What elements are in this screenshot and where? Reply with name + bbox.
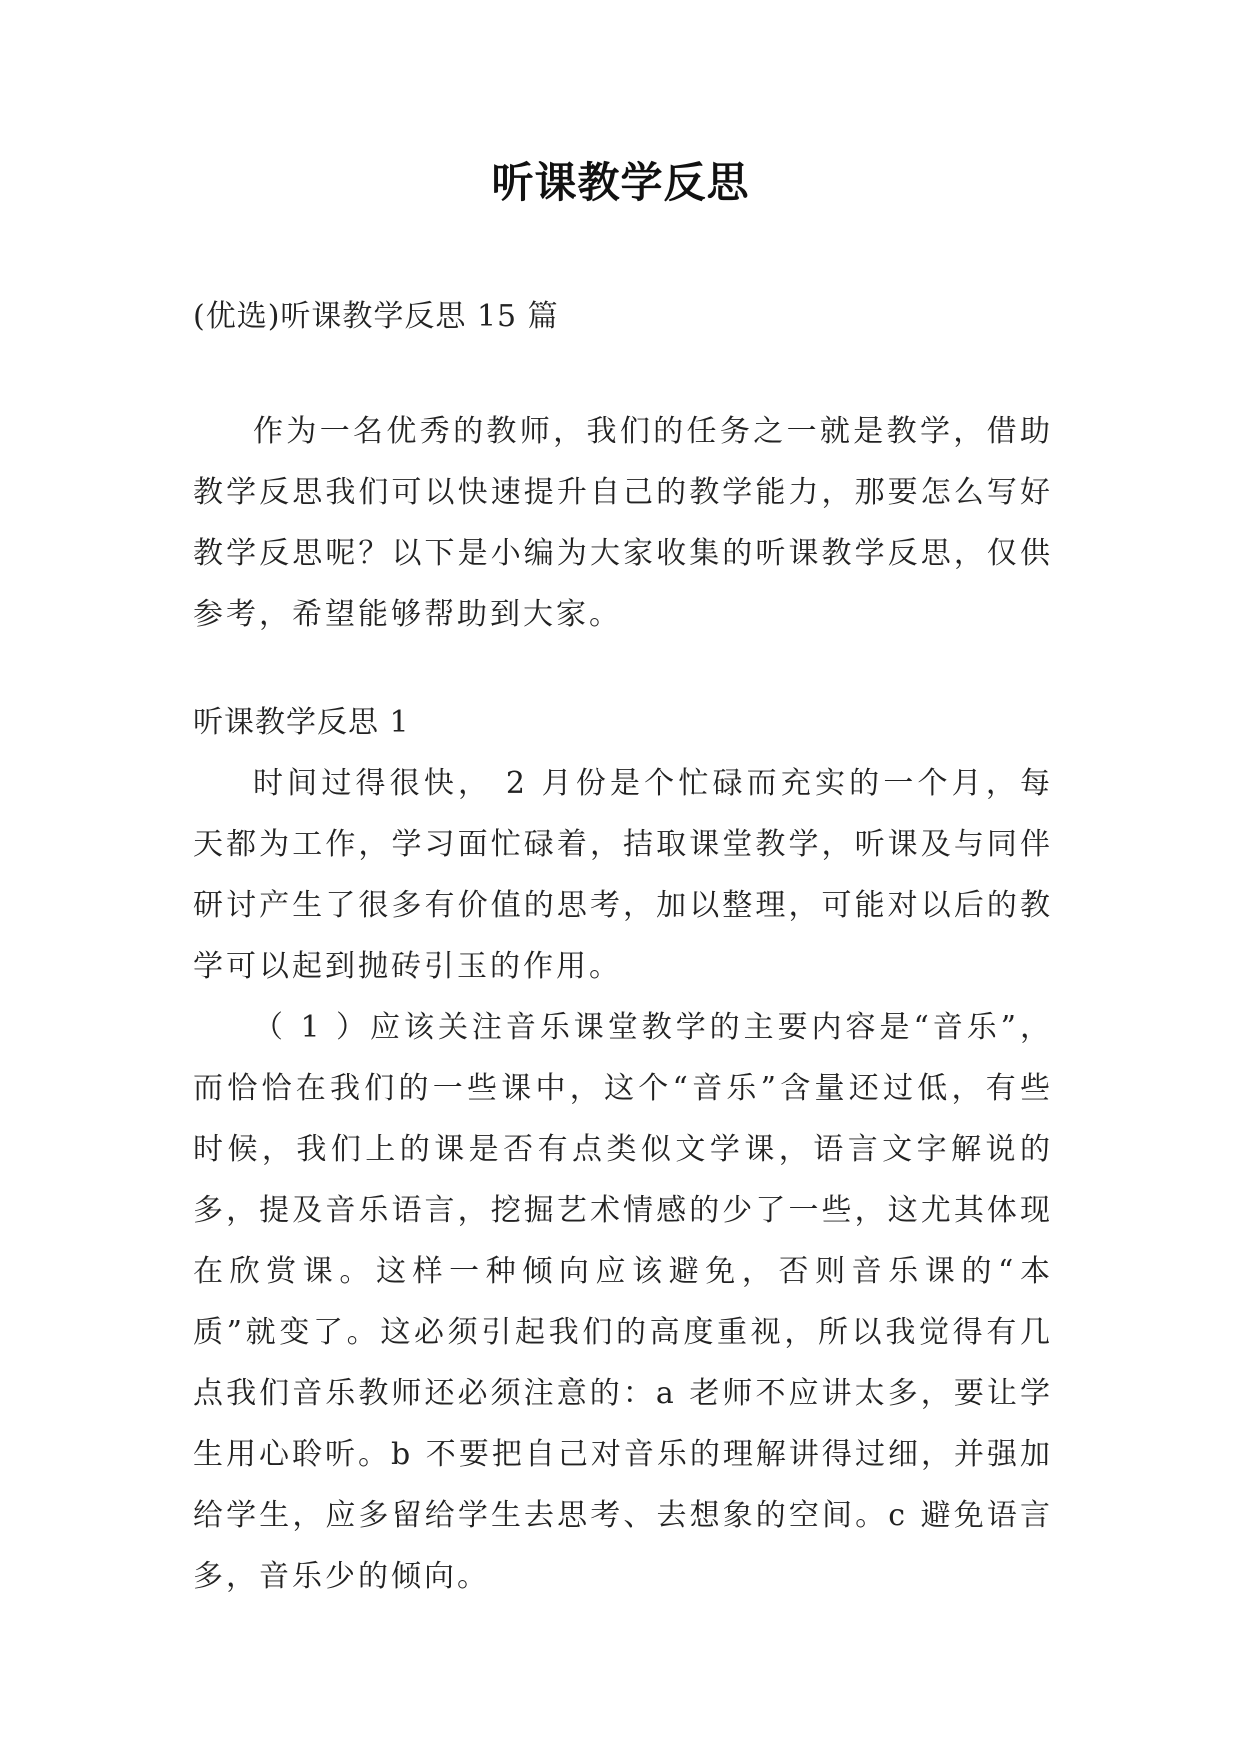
section-body	[193, 753, 1053, 1607]
section-paragraph: 时间过得很快， 2 月份是个忙碌而充实的一个月，每天都为工作，学习面忙碌着，拮取课堂教学，听课及与同伴研讨产生了很多有价值的思考，加以整理，可能对以后的教学可以起到抛砖引玉的作用。	[193, 766, 1053, 984]
section-heading: 听课教学反思 1	[193, 705, 410, 740]
section-paragraph: （ 1 ）应该关注音乐课堂教学的主要内容是“音乐”，而恰恰在我们的一些课中，这个“音乐”含量还过低，有些时候，我们上的课是否有点类似文学课，语言文字解说的多，提及音乐语言，挖掘艺术情感的少了一些，这尤其体现在欣赏课。这样一种倾向应该避免，否则音乐课的“本质”就变了。这必须引起我们的高度重视，所以我觉得有几点我们音乐教师还必须注意的：a 老师不应讲太多，要让学生用心聆听。b 不要把自己对音乐的理解讲得过细，并强加给学生，应多留给学生去思考、去想象的空间。c 避免语言多，音乐少的倾向。	[193, 1010, 1053, 1594]
document-title: 听课教学反思	[491, 158, 750, 207]
document-subtitle: (优选)听课教学反思 15 篇	[193, 299, 559, 334]
intro-block	[193, 401, 1053, 645]
intro-paragraph: 作为一名优秀的教师，我们的任务之一就是教学，借助教学反思我们可以快速提升自己的教学能力，那要怎么写好教学反思呢？以下是小编为大家收集的听课教学反思，仅供参考，希望能够帮助到大家。	[193, 414, 1053, 632]
